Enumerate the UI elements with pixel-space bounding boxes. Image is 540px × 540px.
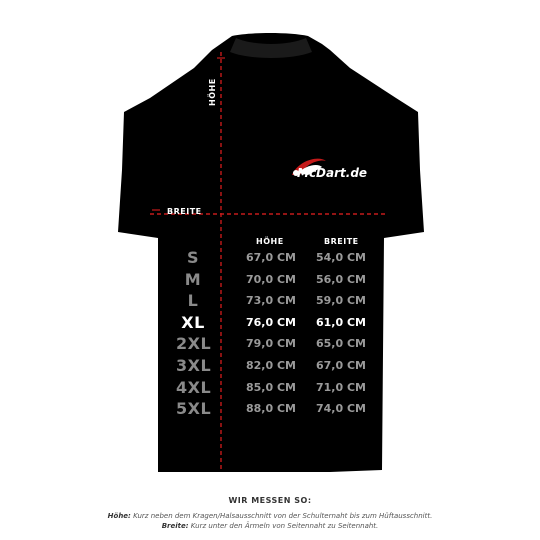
size-breite-value: 65,0 CM [316, 337, 366, 351]
size-row-2xl [0, 333, 540, 355]
size-hoehe-value: 70,0 CM [246, 272, 296, 286]
measure-note-hoehe-text: Kurz neben dem Kragen/Halsausschnitt von der Schulternaht bis zum Hüftausschnitt. [133, 512, 433, 520]
size-hoehe-value: 82,0 CM [246, 359, 296, 372]
size-row-m [0, 269, 540, 291]
size-breite-value: 71,0 CM [316, 380, 366, 394]
size-hoehe-value: 73,0 CM [246, 294, 296, 308]
width-guide-label: BREITE [167, 207, 202, 216]
size-breite-value: 54,0 CM [316, 251, 366, 264]
size-label: 2XL [176, 334, 212, 354]
size-hoehe-value: 76,0 CM [246, 315, 296, 329]
size-breite-value: 61,0 CM [316, 315, 366, 329]
size-label: 5XL [176, 399, 212, 419]
size-hoehe-value: 67,0 CM [246, 251, 296, 264]
size-hoehe-value: 88,0 CM [246, 402, 296, 416]
height-guide-label: HÖHE [208, 78, 217, 106]
measure-note-breite [0, 522, 540, 530]
size-breite-value: 67,0 CM [316, 359, 366, 372]
measure-title: WIR MESSEN SO: [228, 496, 312, 505]
column-header-breite: BREITE [324, 237, 359, 246]
size-hoehe-value: 85,0 CM [246, 380, 296, 394]
size-label: XL [181, 312, 205, 332]
size-row-xl [0, 312, 540, 334]
size-breite-value: 56,0 CM [316, 272, 366, 286]
size-label: L [187, 291, 199, 311]
measure-note-hoehe-label: Höhe: [107, 512, 131, 520]
size-label: 3XL [176, 356, 212, 375]
size-breite-value: 74,0 CM [316, 402, 366, 416]
brand-logo-text: McDart.de [297, 166, 368, 180]
measure-note-hoehe [0, 512, 540, 520]
measure-note-breite-text: Kurz unter den Ärmeln von Seitennaht zu Seitennaht. [190, 522, 379, 530]
size-row-3xl [0, 355, 540, 377]
measure-note-breite-label: Breite: [161, 522, 189, 530]
size-label: M [184, 269, 202, 289]
size-row-l [0, 290, 540, 312]
size-label: S [186, 248, 200, 267]
size-breite-value: 59,0 CM [316, 294, 366, 308]
size-row-5xl [0, 398, 540, 420]
size-row-4xl [0, 377, 540, 399]
column-header-hoehe: HÖHE [256, 237, 284, 246]
size-label: 4XL [176, 377, 212, 397]
size-hoehe-value: 79,0 CM [246, 337, 296, 351]
size-row-s [0, 247, 540, 269]
